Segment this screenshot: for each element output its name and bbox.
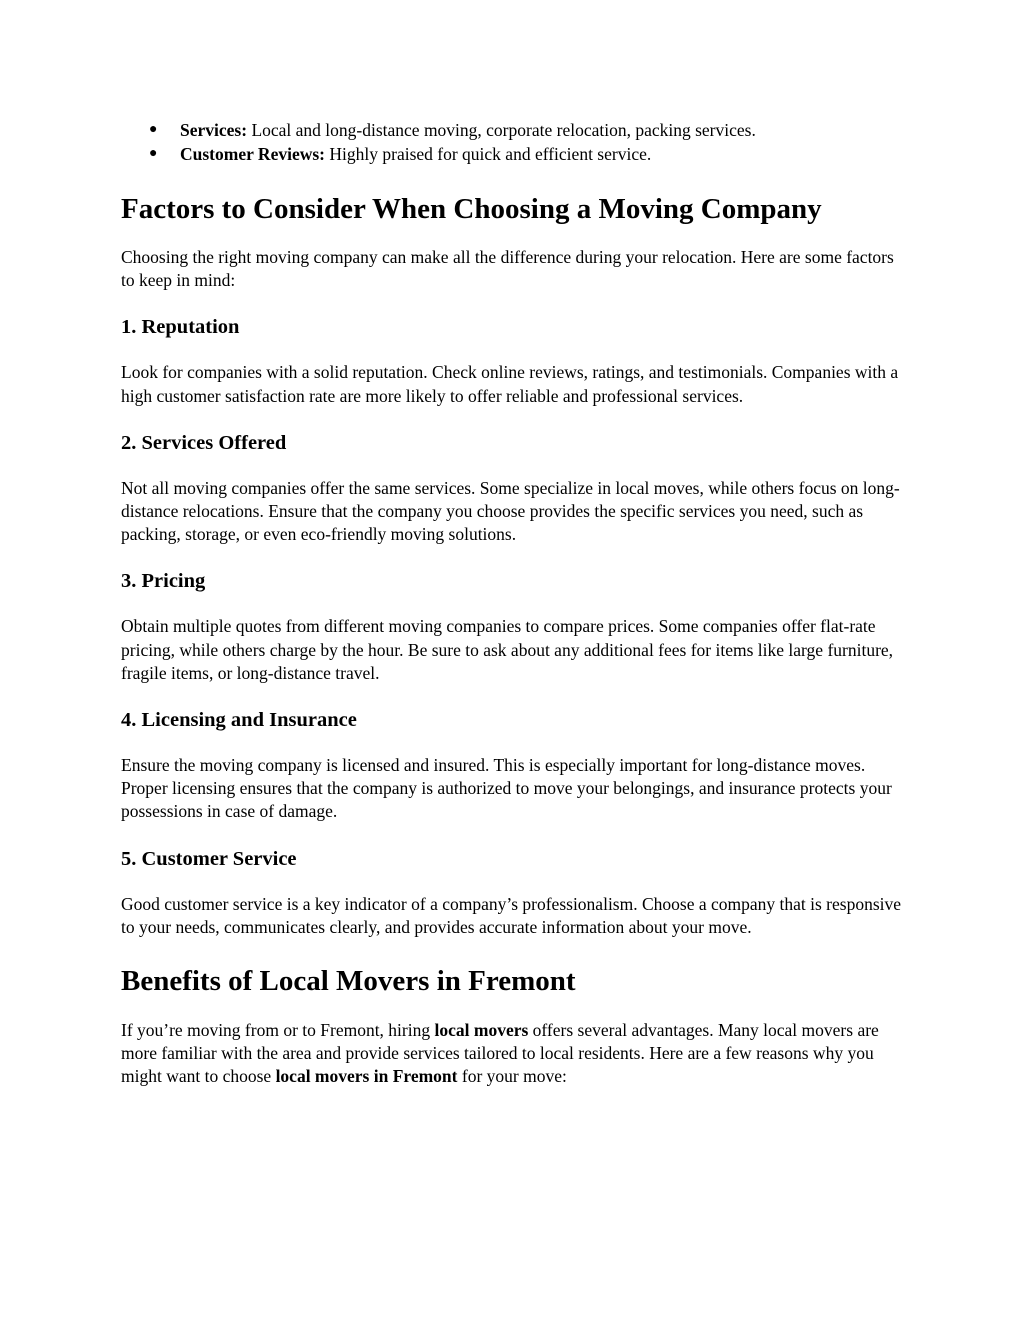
reputation-heading: 1. Reputation xyxy=(121,316,240,339)
factors-heading: Factors to Consider When Choosing a Moving Company xyxy=(121,193,822,225)
benefits-text-2: offers several advantages. Many local movers are more familiar with the area and provide services tailored to local residents. Here are a few reasons why you might want to choose xyxy=(121,1020,879,1087)
company-details-list xyxy=(121,118,911,166)
reputation-body: Look for companies with a solid reputation. Check online reviews, ratings, and testimonials. Companies with a high customer satisfaction rate are more likely to offer reliable and professional services. xyxy=(121,362,899,406)
benefits-bold-2: local movers in Fremont xyxy=(275,1066,458,1087)
list-item xyxy=(149,118,911,142)
pricing-body: Obtain multiple quotes from different moving companies to compare prices. Some companies offer flat-rate pricing, while others charge by the hour. Be sure to ask about any additional fees for items like large furniture, fragile items, or long-distance travel. xyxy=(121,616,894,683)
services-offered-heading: 2. Services Offered xyxy=(121,431,287,454)
bullet-label: Customer Reviews: xyxy=(180,144,325,164)
benefits-bold-1: local movers xyxy=(434,1020,529,1041)
licensing-body: Ensure the moving company is licensed and insured. This is especially important for long-distance moves. Proper licensing ensures that the company is authorized to move your belongings, and insurance protects your possessions in case of damage. xyxy=(121,755,892,822)
factors-intro: Choosing the right moving company can make all the difference during your relocation. Here are some factors to keep in mind: xyxy=(121,247,894,291)
bullet-label: Services: xyxy=(180,120,248,140)
bullet-text: Local and long-distance moving, corporate relocation, packing services. xyxy=(247,120,756,140)
customer-service-heading: 5. Customer Service xyxy=(121,847,297,870)
licensing-heading: 4. Licensing and Insurance xyxy=(121,709,357,732)
bullet-text: Highly praised for quick and efficient service. xyxy=(325,144,652,164)
pricing-heading: 3. Pricing xyxy=(121,570,206,593)
benefits-heading: Benefits of Local Movers in Fremont xyxy=(121,965,576,998)
bullet-icon: ● xyxy=(149,122,158,137)
bullet-icon: ● xyxy=(149,146,158,161)
benefits-body xyxy=(121,1019,911,1089)
list-item xyxy=(149,142,911,166)
services-offered-body: Not all moving companies offer the same services. Some specialize in local moves, while others focus on long-distance relocations. Ensure that the company you choose provides the specific services you need, such as packing, storage, or even eco-friendly moving solutions. xyxy=(121,477,900,545)
document-page xyxy=(121,118,911,1089)
customer-service-body: Good customer service is a key indicator of a company’s professionalism. Choose a company that is responsive to your needs, communicates clearly, and provides accurate information about your move. xyxy=(121,893,902,937)
benefits-text-3: for your move: xyxy=(457,1066,567,1087)
benefits-text-1: If you’re moving from or to Fremont, hiring xyxy=(121,1020,435,1041)
